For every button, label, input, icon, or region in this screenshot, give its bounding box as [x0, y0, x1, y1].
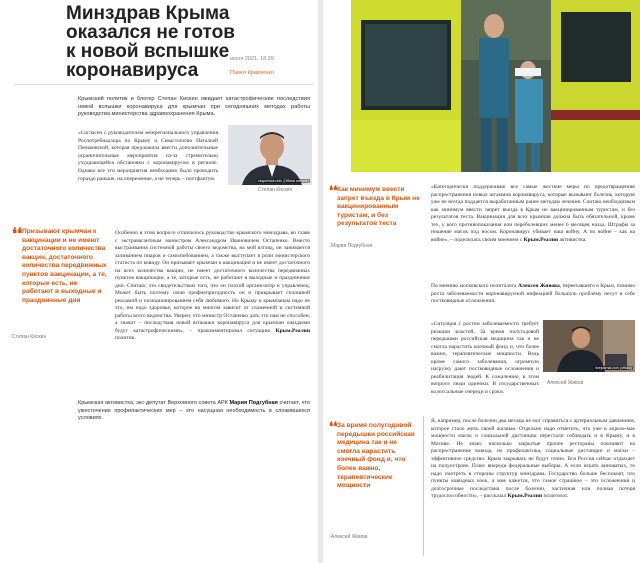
quote-mark-icon: ❛❛: [12, 226, 23, 243]
source-name: Крым.Реалии: [523, 236, 559, 243]
pullquote-3: За время полугодовой передышки российская медицина так и не смогла нарастить коечный фонд и, что более важно, терапевтические мощности: [337, 422, 415, 490]
photo-stepan-kiskin: [228, 125, 312, 185]
person-name: Мария Подгубная: [229, 400, 278, 406]
article-author[interactable]: Павел Кравченко: [230, 70, 274, 76]
source-name: Крым.Реалии: [507, 493, 543, 499]
photo-watermark: livejournal.com (official): [595, 366, 632, 370]
pullquote-2: Как минимум ввести запрет въезда в Крым не вакцинированным туристам, и без результатов теста: [337, 186, 420, 228]
portrait-image: [543, 320, 635, 372]
article-lead: Крымский политик и блогер Степан Кискин ожидает катастрофические последствия новой вспышки коронавируса для крымчан при сегодняшних методах работы руководства министерства здравоохранения Крыма.: [78, 96, 310, 118]
paragraph-3: Крымская активистка, экс-депутат Верховного совета АРК Мария Подгубная считает, что ужесточение профилактических мер – это насущная необходимость в сложившихся условиях.: [78, 400, 310, 421]
ambulance-image: [351, 0, 640, 172]
paragraph-5: По мнению московского политолога Алексея Живова, переехавшего в Крым, помимо роста заболеваемости коронавирусной инфекцией большую проблему несут в себе постковидные осложнения.: [431, 283, 635, 304]
article-page-right: [323, 0, 640, 563]
photo-caption: Алексей Живов: [547, 380, 584, 386]
header-divider: [14, 84, 314, 85]
paragraph-2: Особенно в этом вопросе отличилось руководство крымского минздрава, во главе с экстравагантным министром Александром Ивановичем Остапенко. Вместо выстраивания системной работы своего ведомства, на мой взгляд, он занимается заливанием пиаров и самолюбованием, а также выступает в роли министерского статиста по ковиду. Он призывает крымчан к вакцинации и не имеет достаточного на всех количества вакцин, не имеет достаточного количества передвижных пунктов вакцинации, а те, которые есть, не работают в выходные и праздничные дни. Считаю, это свидетельством того, что он плохой организатор и управленец. Может быть поэтому свою профнепригодность он и прикрывает сплошной рекламой и позиционированием себя любимого. Но Крыму и крымчанам надо не это, им надо здоровье, которое во многом зависит от слаженной и системной работы всего ведомства. Уверен, что министр Остапенко дать это нам не способен, а значит – последствия новой вспышки коронавируса для крымчан ожидаемо будут катастрофическими», – прокомментировал ситуацию Крым.Реалии политик.: [115, 230, 310, 341]
paragraph-4: «Категорически поддерживаю все самые жесткие меры по предотвращению распространения новых штаммов коронавируса, которые вызывают болезнь, которую уже не всегда поддается выработанным ранее методам лечения. Считаю необходимым как минимум ввести запрет въезда в Крым не вакцинированным туристам, и без результатов теста. Вакцинация для всех крымчан должна быть обязательной, кроме тех, у кого противопоказания или переболевших менее 6 месяцев назад. Штрафы за ношение масок под носом. Коронавирус убивает наш войну. А по войне – как на войне», – поделилась своим мнением с Крым.Реалии активистка.: [431, 184, 635, 243]
paragraph-6: «Ситуация с ростом заболеваемости требует реакции властей. За время полугодовой передышки российская медицина так и не смогла нарастить коечный фонд и, что более важно, терапевтические мощности. Ведь кроме самого заболевания, огромную нагрузку дают постковидные осложнения и реабилитация людей. К сожалению, в этом вопросе люди одиноки. В государственных колоссальные очереди и сроки.: [431, 321, 539, 395]
paragraph-1: «Согласен с руководителем межрегионального управления Роспотребнадзора по Крыму и Севастополю Натальей Пеньковской, которая предложила ввести дополнительные ограничительные мероприятия из-за стремительно ухудшающейся обстановки с коронавирусом в регионе. Однако все эти мероприятия необходимо было проводить гораздо раньше, на опережение, а не теперь – постфактум.: [78, 130, 218, 182]
quote-mark-icon: ❛❛: [329, 419, 338, 434]
pullquote-1-author: Степан Кискин: [12, 334, 47, 340]
quote-mark-icon: ❛❛: [329, 183, 338, 198]
column-divider: [423, 416, 424, 556]
pullquote-1: Призывают крымчан к вакцинации и не имеют достаточного количества вакцин, достаточного количества передвижных пунктов вакцинации, а те, которые есть, не работают в выходные и праздничные дни: [22, 228, 107, 304]
photo-caption: Степан Кискин: [258, 187, 293, 193]
source-name: Крым.Реалии: [275, 327, 310, 334]
article-date: июня 2021, 18:29: [230, 56, 274, 62]
article-page-left: [0, 0, 318, 563]
paragraph-7: Я, например, после болезни два месяца не мог справиться с артериальным давлением, которое стало жить своей жизнью. Отдельно надо отметить, что уже в апреле-мае мощности масок и социальной дистанции перестали соблюдать и в Крыму, и в Москве. Не знаю, насколько закрытые прочие рестораны повлияют на распространение ковида, но профилактика, социальные дистанции и маски – эффективное средство. Крым закрывать не будут точно. Вся Россия сейчас отдыхает на полуострове. Плюс впереди федеральные выборы. А если искать виноватых, то надо смотреть в стороны структур минздрава. Государство больше беспокоят, что пункты ковидных коек, а мне кажется, что самое страшное – это осложнения и долгосрочные последствия после болезни, частичная или полная потеря трудоспособности», – рассказал Крым.Реалии политолог.: [431, 418, 635, 499]
photo-ambulance: [351, 0, 640, 172]
pullquote-3-author: Алексей Живов: [331, 534, 368, 540]
pullquote-2-author: Мария Подгубная: [331, 243, 373, 249]
portrait-image: [228, 125, 312, 185]
photo-watermark: ekspertskin.info (Official website): [257, 179, 309, 183]
article-title: Минздрав Крыма оказался не готов к новой вспышке коронавируса: [66, 3, 235, 81]
photo-alexey-zhivov: [543, 320, 635, 372]
person-name: Алексея Живова: [517, 283, 560, 289]
